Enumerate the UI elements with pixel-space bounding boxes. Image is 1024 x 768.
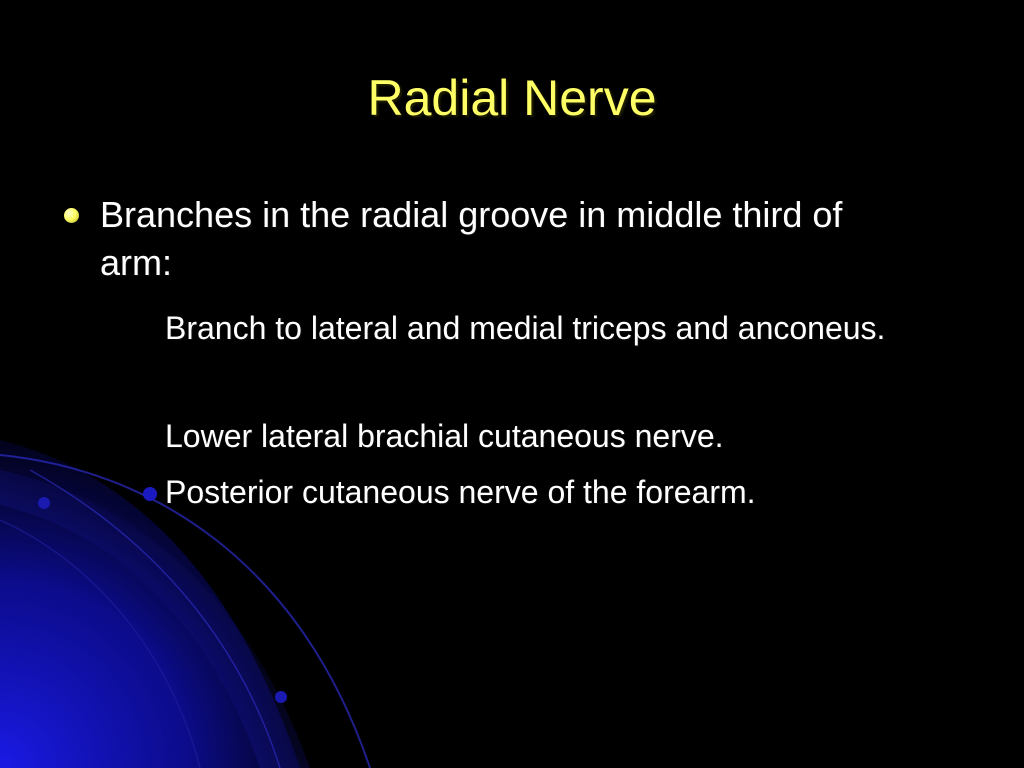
sub-item-3: Posterior cutaneous nerve of the forearm.: [165, 474, 756, 510]
slide-title: Radial Nerve: [367, 70, 657, 126]
bullet-text: Branches in the radial groove in middle third of arm:: [100, 194, 843, 283]
sub-item-1: Branch to lateral and medial triceps and anconeus.: [165, 310, 886, 346]
sub-item-2: Lower lateral brachial cutaneous nerve.: [165, 418, 724, 454]
bullet-dot-icon: [64, 208, 79, 223]
